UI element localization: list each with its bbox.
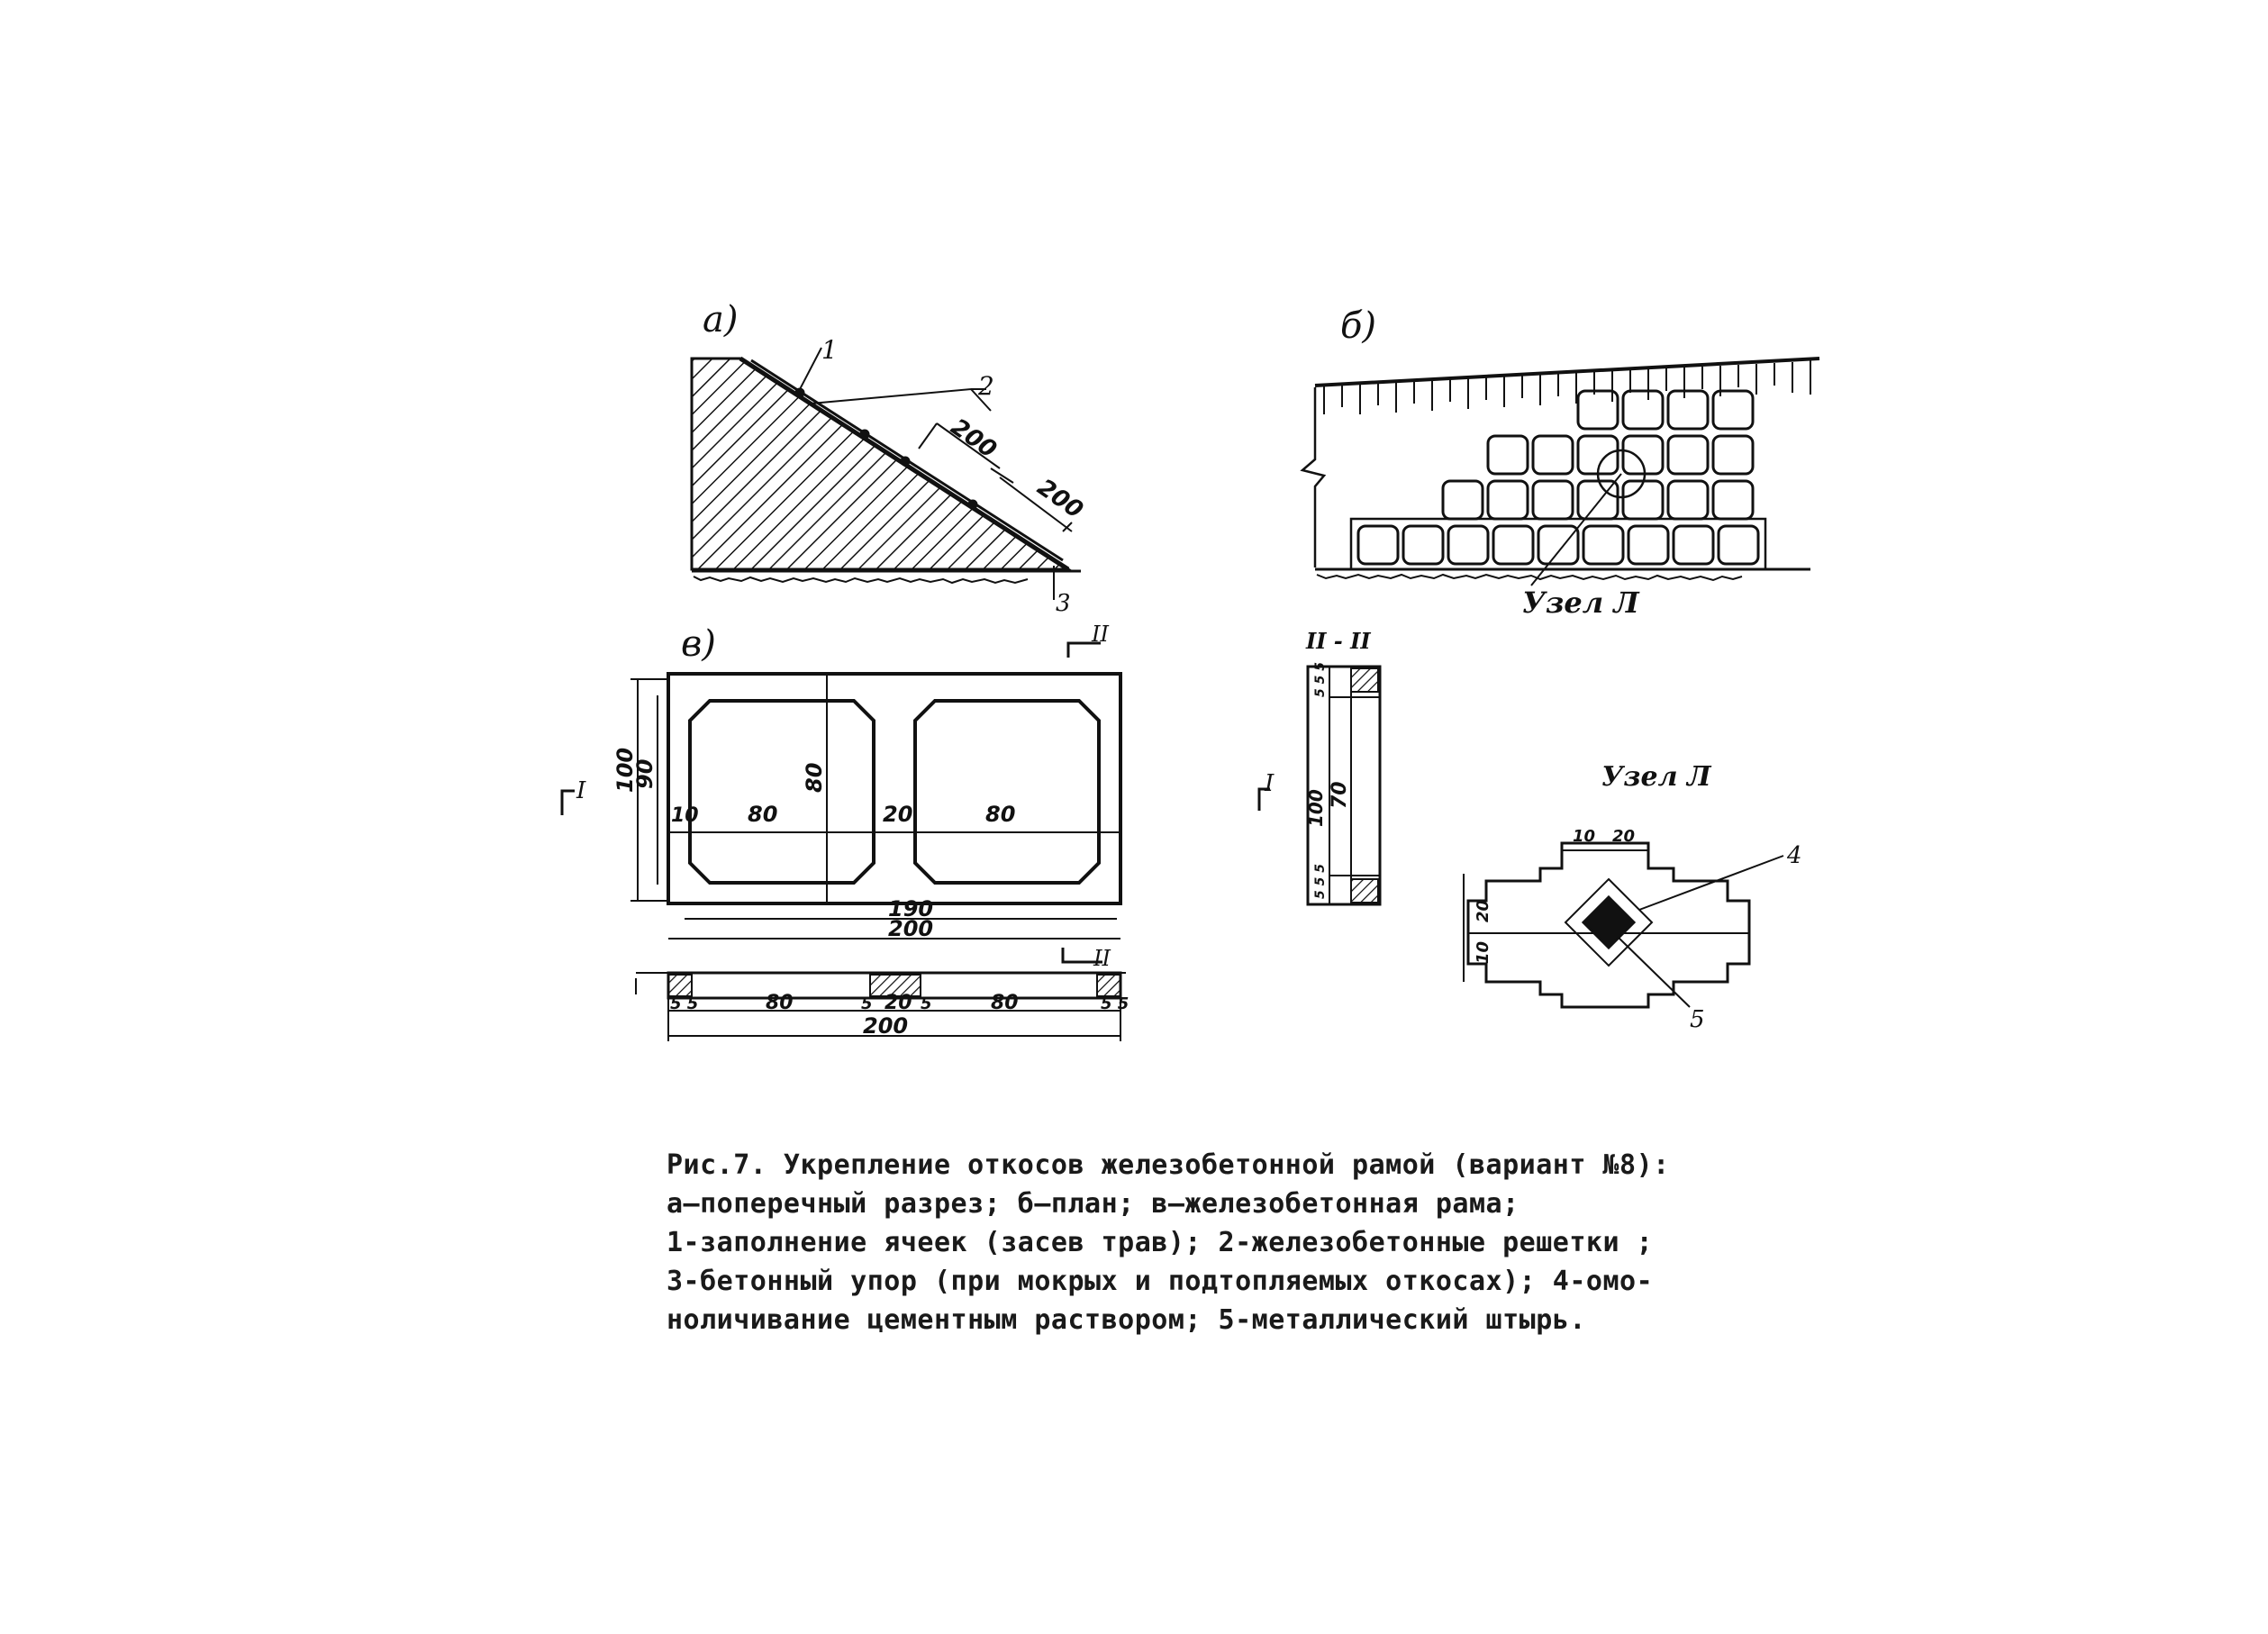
- caption-line-2: а–поперечный разрез; б–план; в–железобетонная рама;: [667, 1188, 1520, 1220]
- soil-hatched-area: [692, 359, 1068, 569]
- cut-I-left: I: [576, 777, 586, 804]
- node-title: Узел Л: [1601, 761, 1711, 793]
- dim-20-bottom: 20: [885, 992, 912, 1014]
- node-detail: [1464, 761, 1802, 1033]
- node-dim-20v: 20: [1474, 899, 1492, 922]
- leader-label-5: 5: [1690, 1006, 1705, 1033]
- dim-200-b: 200: [1031, 474, 1088, 524]
- slope-top-edge: [1315, 359, 1819, 386]
- panel-label-b: б): [1340, 305, 1377, 347]
- dim-5-5-right: 5 5: [1101, 994, 1129, 1013]
- caption-line-3: 1-заполнение ячеек (засев трав); 2-железобетонные решетки ;: [667, 1227, 1654, 1258]
- dim-190-frame: 190: [888, 896, 934, 921]
- node-label: Узел Л: [1522, 586, 1639, 620]
- caption-line-1: Рис.7. Укрепление откосов железобетонной рамой (вариант №8):: [667, 1149, 1670, 1181]
- dim-80-bottom-left: 80: [766, 992, 794, 1014]
- caption-line-5: ноличивание цементным раствором; 5-металлический штырь.: [667, 1304, 1586, 1336]
- leader-label-4: 4: [1787, 842, 1802, 869]
- dim-90-frame: 90: [632, 758, 658, 789]
- grate-cells: [1358, 391, 1758, 564]
- frame-bottom-section: [636, 973, 1129, 1041]
- dim-80-bottom-right: 80: [991, 992, 1019, 1014]
- panel-label-v: в): [681, 623, 716, 665]
- caption-line-4: 3-бетонный упор (при мокрых и подтопляемых откосах); 4-омо-: [667, 1266, 1654, 1297]
- cut-I-section: I: [1265, 770, 1275, 797]
- dim-100-frame: 100: [612, 747, 638, 793]
- dim-bot-section: 5 5 5: [1313, 864, 1328, 899]
- cut-II-top: II: [1092, 622, 1109, 647]
- node-dim-10v: 10: [1474, 940, 1492, 964]
- leader-label-1: 1: [821, 335, 838, 365]
- frame-v: [562, 622, 1122, 971]
- plan-b: [1302, 305, 1819, 620]
- dim-80-frame-vert: 80: [802, 762, 827, 793]
- dim-5-bottom: 5: [921, 994, 932, 1013]
- frame-outline: [668, 674, 1120, 903]
- node-dim-20: 20: [1612, 827, 1636, 846]
- node-dim-10: 10: [1573, 827, 1596, 846]
- panel-label-a: а): [703, 299, 739, 340]
- dim-200-bottom: 200: [863, 1013, 909, 1039]
- dim-80-frame-left: 80: [748, 802, 778, 827]
- node-grout-square: [1583, 897, 1634, 948]
- section-II-title: II - II: [1306, 628, 1371, 654]
- section-II-II: [1259, 628, 1380, 904]
- dim-70-section: 70: [1329, 781, 1351, 809]
- frame-cell-left: [690, 701, 874, 883]
- dim-top-section: 5 5 5: [1313, 662, 1328, 697]
- figure-caption: [667, 1146, 1855, 1339]
- dim-200-a: 200: [945, 413, 1002, 464]
- dim-20-frame: 20: [883, 802, 913, 827]
- dim-10-frame: 10: [671, 804, 699, 827]
- frame-cell-right: [915, 701, 1099, 883]
- cut-II-bottom: II: [1093, 946, 1111, 971]
- section-a: [692, 299, 1088, 617]
- leader-label-3: 3: [1056, 590, 1071, 617]
- dim-5-5-left: 5 5: [670, 994, 699, 1013]
- dim-200-frame: 200: [888, 916, 934, 941]
- leader-label-2: 2: [978, 371, 994, 401]
- dim-5-bottom-mid: 5: [861, 994, 873, 1013]
- dim-80-frame-right: 80: [985, 802, 1016, 827]
- dim-100-section: 100: [1305, 789, 1327, 827]
